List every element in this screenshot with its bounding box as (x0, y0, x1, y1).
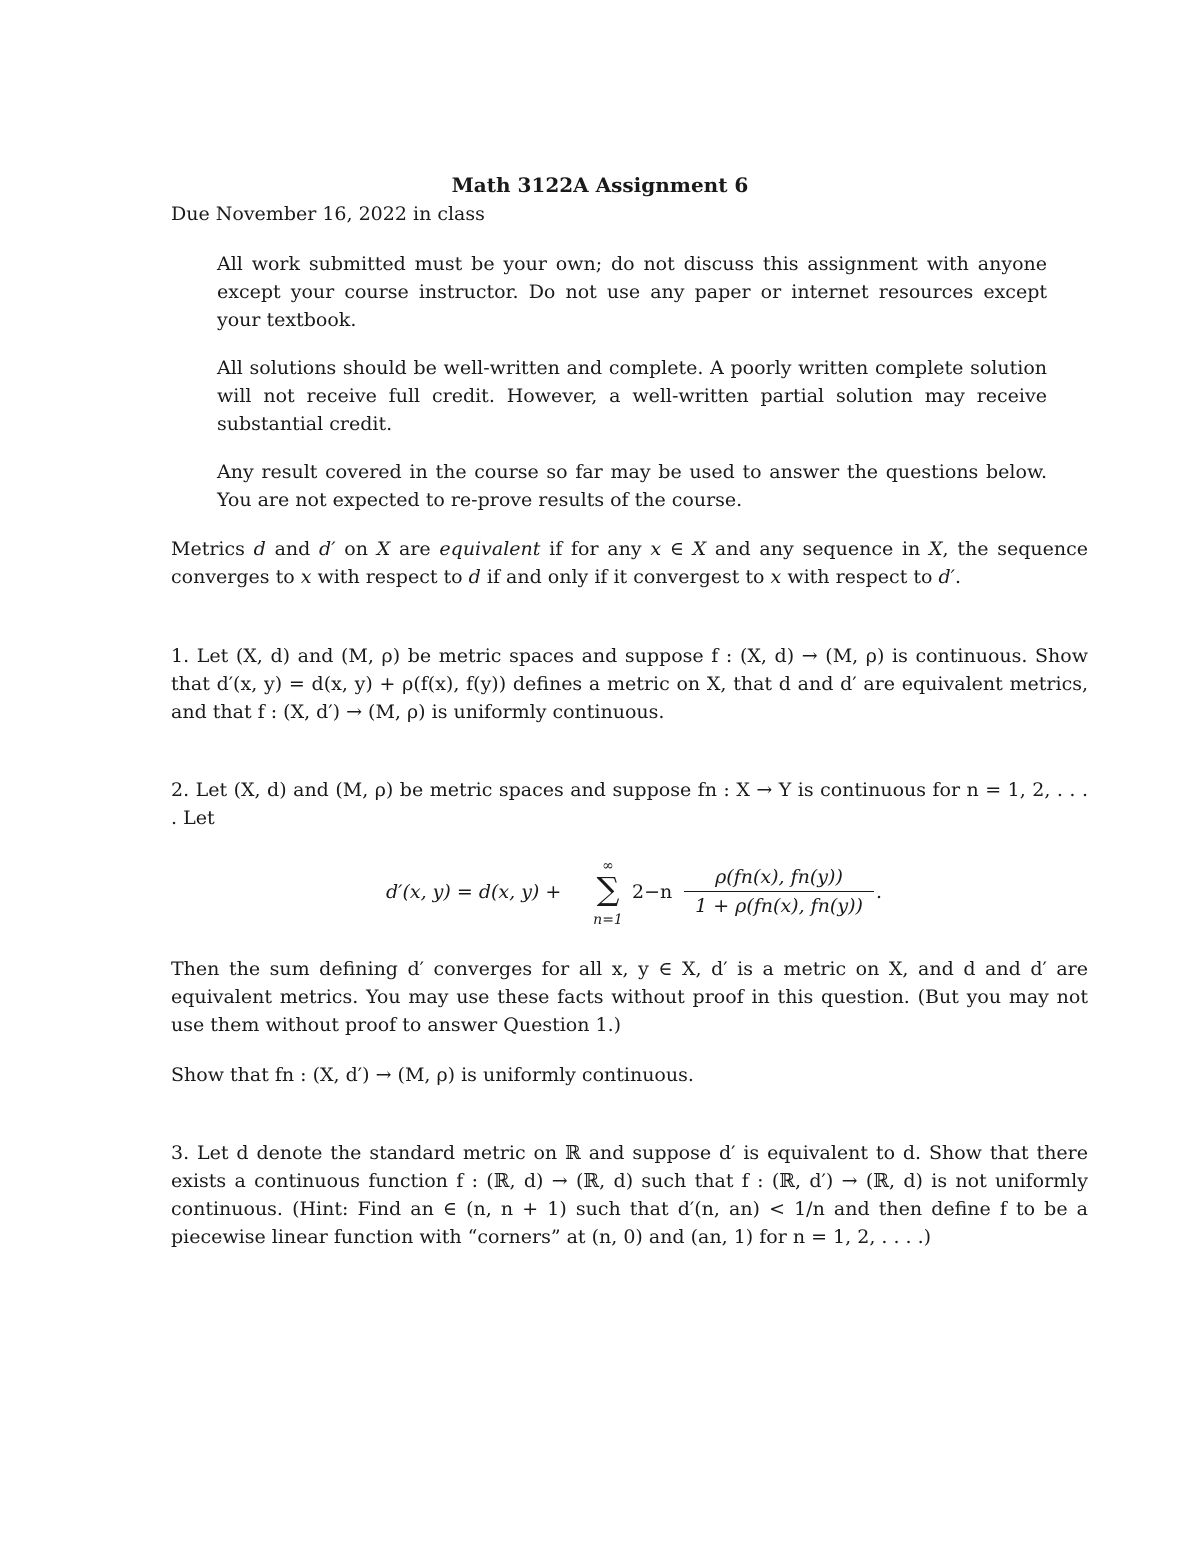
sigma-symbol: ∑ (596, 870, 620, 908)
question-3: 3. Let d denote the standard metric on ℝ and suppose d′ is equivalent to d. Show that there exists a continuous function f : (ℝ, d) → (ℝ, d) such that f : (ℝ, d′) → (ℝ, d) is not uniformly continuous. (Hint: Find an ∈ (n, n + 1) such that d′(n, an) < 1/n and then define f to be a piecewise linear function with “corners” at (n, 0) and (an, 1) for n = 1, 2, . . . .) (171, 1142, 1088, 1248)
question-1: 1. Let (X, d) and (M, ρ) be metric spaces and suppose f : (X, d) → (M, ρ) is continuous. Show that d′(x, y) = d(x, y) + ρ(f(x), f(y)) defines a metric on X, that d and d′ are equivalent metrics, and that f : (X, d′) → (M, ρ) is uniformly continuous. (171, 645, 1088, 723)
definition-term: equivalent (439, 538, 541, 560)
definition-paragraph (171, 535, 1088, 591)
fraction-bar (684, 891, 874, 892)
question-2-task: Show that fn : (X, d′) → (M, ρ) is uniformly continuous. (171, 1064, 694, 1086)
formula-power: 2−n (632, 881, 673, 903)
formula-period: . (876, 881, 883, 903)
instruction-paragraph-2: All solutions should be well-written and complete. A poorly written complete solution will not receive full credit. However, a well-written partial solution may receive substantial credit. (217, 357, 1047, 435)
fraction-denominator: 1 + ρ(fn(x), fn(y)) (695, 895, 863, 917)
due-date: Due November 16, 2022 in class (171, 203, 485, 225)
formula-fraction (684, 864, 874, 919)
question-2-intro: 2. Let (X, d) and (M, ρ) be metric spaces and suppose fn : X → Y is continuous for n = 1, 2, . . . . Let (171, 779, 1088, 829)
sum-lower-limit: n=1 (593, 912, 623, 928)
metric-formula (386, 858, 906, 932)
question-2-facts: Then the sum defining d′ converges for all x, y ∈ X, d′ is a metric on X, and d and d′ are equivalent metrics. You may use these facts without proof in this question. (But you may not use them without proof to answer Question 1.) (171, 958, 1088, 1036)
fraction-numerator: ρ(fn(x), fn(y)) (715, 866, 843, 888)
sum-upper-limit: ∞ (602, 858, 614, 874)
definition-line-2: converges to x with respect to d if and only if it convergest to x with respect to d′. (171, 566, 962, 588)
formula-lhs: d′(x, y) = d(x, y) + (386, 881, 562, 903)
instruction-paragraph-1: All work submitted must be your own; do not discuss this assignment with anyone except your course instructor. Do not use any paper or internet resources except your textbook. (217, 253, 1047, 331)
definition-line-1: Metrics d and d′ on X are equivalent if for any x ∈ X and any sequence in X, the sequence (171, 538, 1088, 560)
instruction-paragraph-3: Any result covered in the course so far may be used to answer the questions below. You are not expected to re-prove results of the course. (217, 461, 1047, 511)
assignment-title: Math 3122A Assignment 6 (451, 173, 749, 197)
